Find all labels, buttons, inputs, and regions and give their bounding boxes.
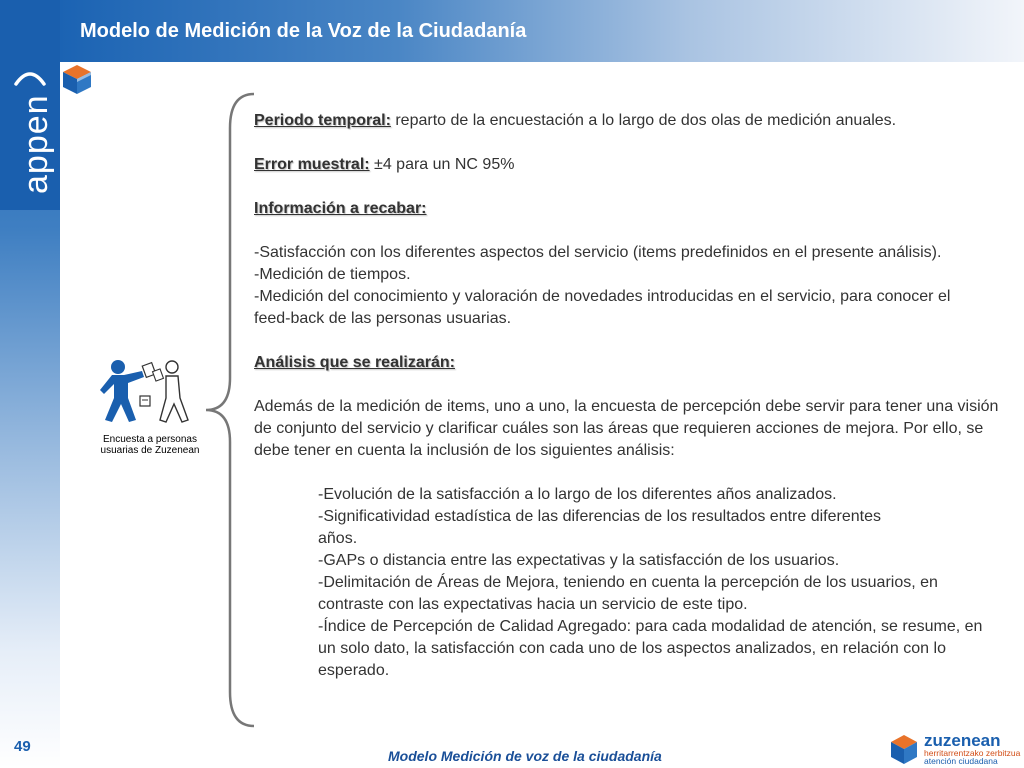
logo-name: zuzenean [924, 731, 1001, 750]
curly-brace [200, 88, 260, 738]
error-text: ±4 para un NC 95% [369, 156, 515, 173]
info-label: Información a recabar: [254, 200, 427, 217]
page-number: 49 [14, 738, 31, 755]
page-title: Modelo de Medición de la Voz de la Ciudadanía [80, 20, 527, 42]
error-paragraph [254, 154, 1024, 176]
zuzenean-logo [888, 731, 1024, 768]
analisis-item: -Significatividad estadística de las diferencias de los resultados entre diferentes años. [318, 508, 881, 547]
analisis-heading [254, 352, 1024, 374]
periodo-text: reparto de la encuestación a lo largo de dos olas de medición anuales. [390, 112, 897, 129]
analisis-item: -Evolución de la satisfacción a lo largo de los diferentes años analizados. [318, 486, 837, 503]
info-item: -Medición del conocimiento y valoración de novedades introducidas en el servicio, para conocer el feed-back de las personas usuarias. [254, 288, 951, 327]
main-content [254, 110, 1024, 682]
periodo-paragraph [254, 110, 1024, 132]
info-item: -Medición de tiempos. [254, 266, 411, 283]
header-bar [60, 0, 1024, 62]
left-brand-strip [0, 0, 60, 768]
appen-logo-text: appen [17, 94, 55, 194]
info-heading [254, 198, 1024, 220]
survey-people-icon [96, 358, 192, 430]
error-label: Error muestral: [254, 156, 370, 173]
periodo-label: Periodo temporal: [254, 112, 391, 129]
analisis-intro: Además de la medición de items, uno a uno, la encuesta de percepción debe servir para tener una visión de conjunto del servicio y clarificar cuáles son las áreas que requieren acciones de mejora. Por ello, se debe tener en cuenta la inclusión de los siguientes análisis: [254, 398, 999, 459]
logo-tagline-es: atención ciudadana [924, 756, 998, 766]
analisis-item: -Índice de Percepción de Calidad Agregado: para cada modalidad de atención, se resume, en un solo dato, la satisfacción con cada uno de los aspectos analizados, en relación con lo esperado. [318, 618, 983, 679]
figure-caption [96, 434, 204, 456]
zuzenean-cube-icon [888, 733, 920, 767]
cube-icon [60, 62, 94, 96]
analisis-item: -GAPs o distancia entre las expectativas y la satisfacción de los usuarios. [318, 552, 840, 569]
footer-title: Modelo Medición de voz de la ciudadanía [388, 748, 662, 764]
analisis-item: -Delimitación de Áreas de Mejora, teniendo en cuenta la percepción de los usuarios, en contraste con las expectativas hacia un servicio de este tipo. [318, 574, 938, 613]
analisis-label: Análisis que se realizarán: [254, 354, 455, 371]
figure-caption-line2: usuarias de Zuzenean [100, 445, 200, 456]
logo-tagline-eu: herritarrentzako zerbitzua [924, 748, 1021, 758]
appen-logo [0, 0, 60, 210]
info-item: -Satisfacción con los diferentes aspectos del servicio (items predefinidos en el presente análisis). [254, 244, 942, 261]
figure-caption-line1: Encuesta a personas [103, 434, 197, 445]
